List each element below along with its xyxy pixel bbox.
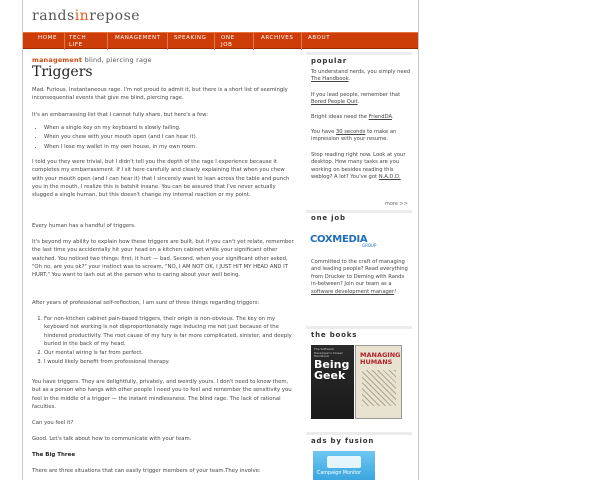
list-item: 1. For non-kitchen cabinet pain-based triggers, their origin is non-obvious. The key on my keyboard not working is not disproportionately rage inducing me not just because of the hindered productivity. The root cause of my fury is far more complicated, sinister, and deeply buried in the back of my head. — [44, 315, 296, 348]
sidebar-popular-item: Bright ideas need the FriendDA. — [311, 114, 394, 120]
list-item: • When you chew with your mouth open (and I can hear it). — [44, 133, 296, 141]
trigger-list — [44, 124, 296, 152]
sidebar-heading-popular: popular — [311, 57, 347, 65]
paragraph: After years of professional self-reflection, I am sure of three things regarding triggers: — [32, 300, 260, 306]
main-nav — [23, 32, 418, 49]
category-link[interactable]: management — [32, 56, 83, 64]
nav-speaking[interactable]: SPEAKING — [174, 35, 207, 41]
paragraph: It's beyond my ability to explain how these triggers are built, but if you can't yet relate, remember the last time you accidentally hit your head on a kitchen cabinet while your significant other watched. You noticed two things: first, it hurt — bad. Second, when your significant other asked, "Oh no, are you ok?" your instinct was to scream, "NO, I AM NOT OK, I JUST HIT MY HEAD AND IT HURT." You want to lash out at the person who is caring about your well being. — [32, 239, 294, 279]
section-heading: The Big Three — [32, 452, 76, 458]
sidebar-popular-item: Stop reading right now. Look at your desktop. How many tasks are you working on besides reading this weblog? A lot? You've got N.A.D.D. — [311, 152, 406, 181]
book-cover-illustration — [362, 370, 396, 406]
site-logo[interactable]: randsinrepose — [32, 8, 141, 24]
nadd-link[interactable]: N.A.D.D. — [378, 174, 401, 181]
paragraph: Every human has a handful of triggers. — [32, 223, 136, 229]
paragraph: Can you feel it? — [32, 420, 74, 426]
software-development-manager-link[interactable]: software development manager — [311, 288, 395, 295]
paragraph: Mad. Furious. Instantaneous rage. I'm not proud to admit it, but there is a short list of seemingly inconsequential events that give me blind, piercing rage. — [32, 87, 288, 102]
paragraph: I told you they were trivial, but I didn't tell you the depth of the rage I experience because it completes my embarrassment. If I sit here carefully and clearly explaining that when you chew with your mouth open (and I can hear it) that I sincerely want to lean across the table and punch you in the mouth, I realize this is batshit insane. You can be assured that I've never actually slugged a single human, but this doesn't change my internal reaction or my point. — [32, 159, 290, 199]
nav-management[interactable]: MANAGEMENT — [115, 35, 161, 41]
list-item: 2. Our mental wiring is far from perfect. — [44, 349, 296, 357]
being-geek-book-cover[interactable]: The Software Developer's Career Handbook Being Geek — [311, 345, 354, 419]
cox-media-logo[interactable]: COXMEDIA GROUP — [310, 234, 377, 248]
nav-separator — [301, 33, 302, 50]
sidebar-heading-books: the books — [311, 331, 358, 339]
nav-tech-life[interactable]: TECH LIFE — [69, 35, 87, 48]
sidebar-popular-item: You have 30 seconds to make an impression with your resume. — [311, 129, 397, 143]
nav-archives[interactable]: ARCHIVES — [261, 35, 294, 41]
paragraph: There are three situations that can easily trigger members of your team.They involve: — [32, 468, 261, 474]
more-link[interactable]: more >> — [385, 201, 408, 207]
nav-separator — [167, 33, 168, 50]
sidebar-divider — [306, 432, 412, 435]
nav-one-job[interactable]: ONE JOB — [221, 35, 235, 48]
sidebar-divider — [306, 210, 412, 213]
the-handbook-link[interactable]: The Handbook — [311, 76, 349, 83]
page-title: Triggers — [32, 64, 93, 80]
sidebar-popular-item: To understand nerds, you simply need The Handbook. — [311, 69, 411, 83]
paragraph: It's an embarrassing list that I cannot fully share, but here's a few: — [32, 112, 209, 118]
article-tags: blind, piercing rage — [84, 56, 152, 64]
paragraph: You have triggers. They are delightfully, privately, and weirdly yours. I don't need to know them, but as a person who hangs with other people I need you to feel and remember the sensitivity you feel in the middle of a trigger — the instant mindlessness. The blind rage. The lack of rational faculties. — [32, 379, 292, 410]
nav-separator — [107, 33, 108, 50]
nav-separator — [214, 33, 215, 50]
thirty-seconds-link[interactable]: 30 seconds — [335, 129, 366, 135]
sidebar-popular-item: If you lead people, remember that Bored People Quit. — [311, 92, 401, 106]
sidebar-heading-ads: ads by fusion — [311, 437, 375, 445]
list-item: • When I lose my wallet in my own house, in my own room. — [44, 143, 296, 151]
nav-about[interactable]: ABOUT — [308, 35, 331, 41]
sidebar-divider — [306, 52, 412, 55]
list-item: 3. I would likely benefit from professional therapy. — [44, 358, 296, 366]
nav-home[interactable]: HOME — [38, 35, 58, 41]
list-item: • When a single key on my keyboard is slowly failing. — [44, 124, 296, 132]
frienda-link[interactable]: FriendDA — [368, 114, 392, 120]
ad-logo-shape — [327, 456, 361, 468]
nav-separator — [64, 33, 65, 50]
nav-separator — [253, 33, 254, 50]
bored-people-quit-link[interactable]: Bored People Quit — [311, 99, 358, 106]
numbered-list — [44, 315, 296, 368]
article-category-line — [32, 56, 297, 64]
one-job-description: Committed to the craft of managing and leading people? Read everything from Drucker to Deming with Rands in-between? Join our team as a software development manager! — [311, 259, 408, 295]
paragraph: Good. Let's talk about how to communicate with your team. — [32, 436, 192, 442]
campaign-monitor-ad[interactable]: Campaign Monitor — [313, 451, 375, 480]
managing-humans-book-cover[interactable]: MANAGING HUMANS — [355, 345, 402, 419]
sidebar-divider — [306, 326, 412, 329]
article-header — [32, 56, 297, 80]
sidebar-heading-one-job: one job — [311, 214, 346, 222]
